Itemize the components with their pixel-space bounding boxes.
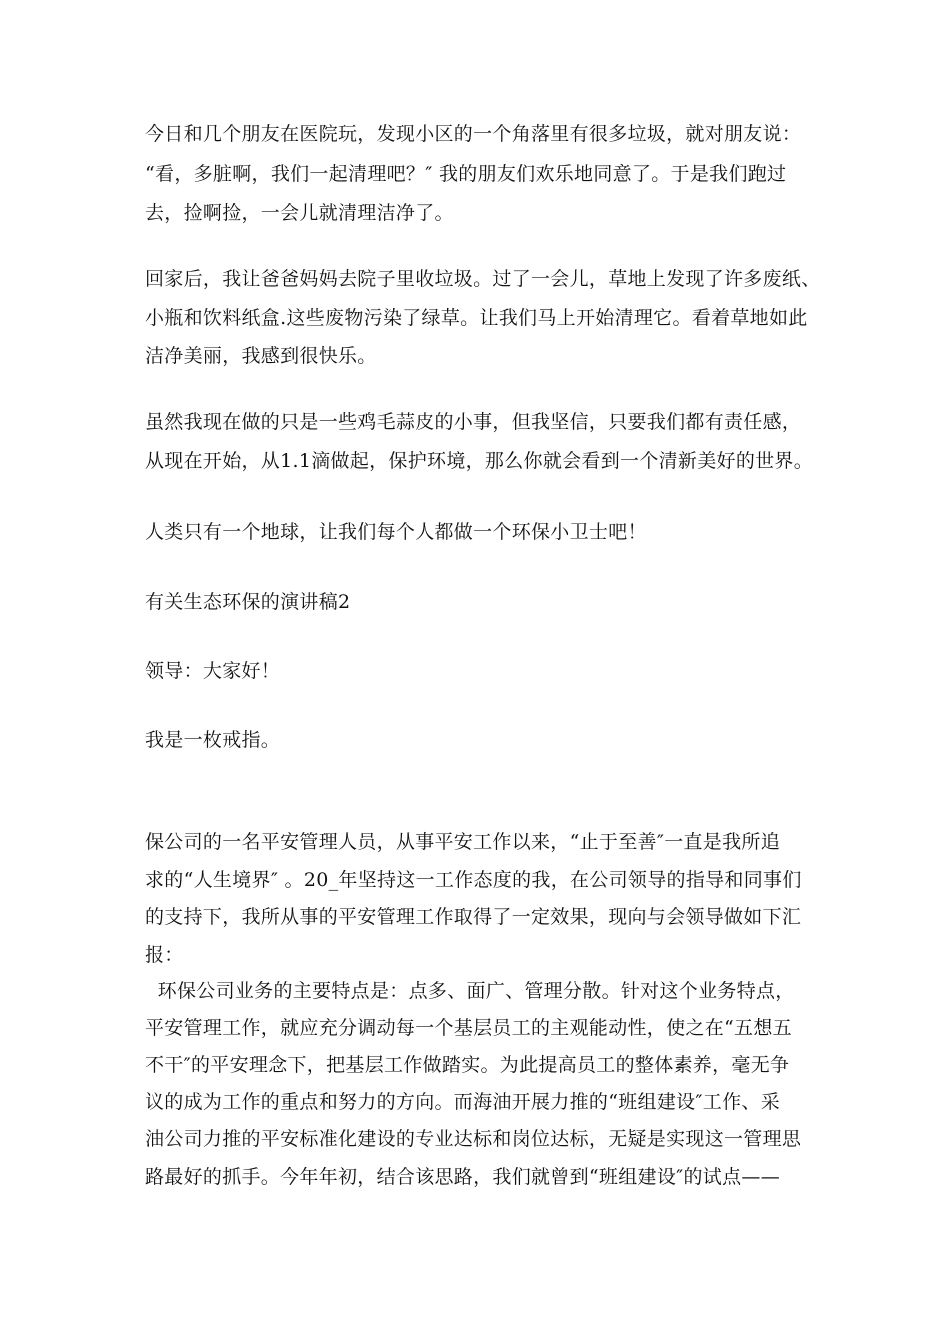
text-line: 从现在开始，从1.1滴做起，保护环境，那么你就会看到一个清新美好的世界。 [145,450,814,472]
text-line: 去，捡啊捡，一会儿就清理洁净了。 [145,202,454,224]
text-line: 不干″的平安理念下，把基层工作做踏实。为此提高员工的整体素养，毫无争 [145,1054,790,1076]
text-line: 路最好的抓手。今年年初，结合该思路，我们就曾到“班组建设″的试点—— [145,1166,781,1188]
text-line: 回家后，我让爸爸妈妈去院子里收垃圾。过了一会儿，草地上发现了许多废纸、 [145,268,821,290]
text-line: 油公司力推的平安标准化建设的专业达标和岗位达标，无疑是实现这一管理思 [145,1128,802,1150]
text-line: “看，多脏啊，我们一起清理吧？″ 我的朋友们欢乐地同意了。于是我们跑过 [145,163,787,185]
text-line: 环保公司业务的主要特点是：点多、面广、管理分散。针对这个业务特点， [145,980,795,1002]
greeting-line: 领导：大家好！ [145,660,281,682]
text-line: 虽然我现在做的只是一些鸡毛蒜皮的小事，但我坚信，只要我们都有责任感， [145,411,802,433]
text-line: 的支持下，我所从事的平安管理工作取得了一定效果，现向与会领导做如下汇 [145,906,802,928]
text-line: 求的“人生境界″ 。20_年坚持这一工作态度的我，在公司领导的指导和同事们 [145,869,802,891]
text-line: 保公司的一名平安管理人员，从事平安工作以来，“止于至善″一直是我所追 [145,831,781,853]
text-line: 报： [145,944,184,966]
text-line: 今日和几个朋友在医院玩，发现小区的一个角落里有很多垃圾，就对朋友说： [145,123,802,145]
section-heading: 有关生态环保的演讲稿2 [145,591,351,613]
text-line: 人类只有一个地球，让我们每个人都做一个环保小卫士吧！ [145,521,647,543]
text-line: 小瓶和饮料纸盒.这些废物污染了绿草。让我们马上开始清理它。看着草地如此 [145,307,808,329]
text-line: 我是一枚戒指。 [145,729,281,751]
text-line: 洁净美丽，我感到很快乐。 [145,345,377,367]
text-line: 议的成为工作的重点和努力的方向。而海油开展力推的“班组建设″工作、采 [145,1091,781,1113]
text-line: 平安管理工作，就应充分调动每一个基层员工的主观能动性，使之在“五想五 [145,1017,792,1039]
